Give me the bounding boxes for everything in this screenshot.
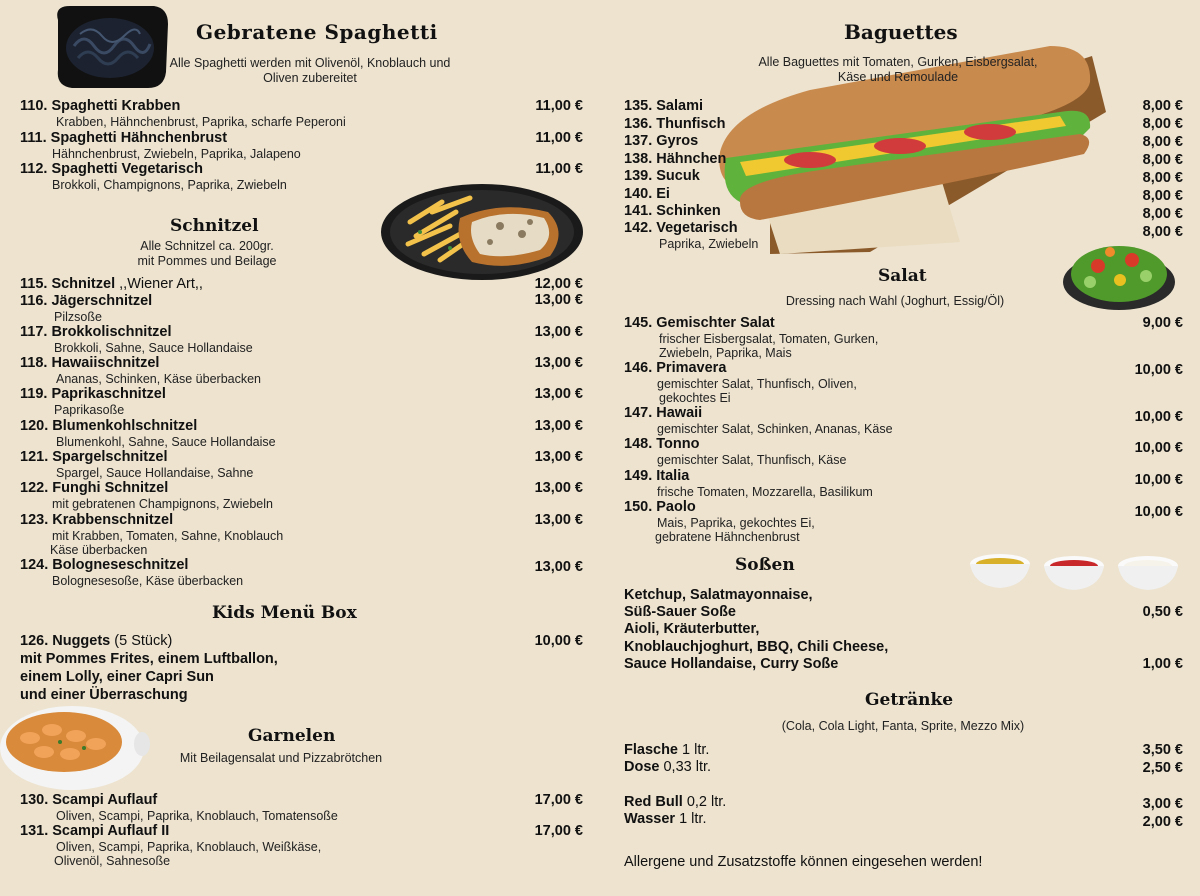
menu-item-120: 120. Blumenkohlschnitzel bbox=[20, 418, 198, 434]
menu-item-130: 130. Scampi Auflauf bbox=[20, 792, 158, 808]
menu-item-115 bbox=[20, 276, 203, 292]
sossen-price2: 1,00 € bbox=[1142, 656, 1183, 672]
kids-line2: mit Pommes Frites, einem Luftballon, bbox=[20, 651, 278, 667]
menu-item-139: 139. Sucuk bbox=[624, 168, 700, 184]
menu-item-122: 122. Funghi Schnitzel bbox=[20, 480, 169, 496]
kids-item-126 bbox=[20, 633, 172, 649]
drink-wasser-size: 1 ltr. bbox=[675, 811, 707, 827]
sossen-line2: Süß-Sauer Soße bbox=[624, 604, 736, 620]
drink-flasche-name: Flasche bbox=[624, 742, 678, 758]
menu-item-110-desc: Krabben, Hähnchenbrust, Paprika, scharfe Peperoni bbox=[56, 115, 346, 129]
menu-item-131-desc2: Olivenöl, Sahnesoße bbox=[54, 854, 171, 868]
sossen-line1: Ketchup, Salatmayonnaise, bbox=[624, 587, 813, 603]
menu-item-124: 124. Bologneseschnitzel bbox=[20, 557, 189, 573]
schnitzel-note-line1: Alle Schnitzel ca. 200gr. bbox=[140, 239, 274, 253]
menu-item-122-price: 13,00 € bbox=[534, 480, 583, 496]
getraenke-heading: Getränke bbox=[865, 690, 954, 710]
menu-item-146-desc2: gekochtes Ei bbox=[659, 391, 731, 405]
drink-wasser-price: 2,00 € bbox=[1142, 814, 1183, 830]
menu-item-148: 148. Tonno bbox=[624, 436, 700, 452]
schnitzel-note-line2: mit Pommes und Beilage bbox=[137, 254, 277, 268]
sossen-line5: Sauce Hollandaise, Curry Soße bbox=[624, 656, 839, 672]
menu-item-138-price: 8,00 € bbox=[1142, 152, 1183, 168]
drink-flasche-price: 3,50 € bbox=[1142, 742, 1183, 758]
menu-item-135: 135. Salami bbox=[624, 98, 703, 114]
menu-item-145-desc: frischer Eisbergsalat, Tomaten, Gurken, bbox=[659, 332, 879, 346]
menu-item-142-price: 8,00 € bbox=[1142, 224, 1183, 240]
schnitzel-heading: Schnitzel bbox=[170, 216, 259, 236]
baguettes-note bbox=[748, 55, 1048, 85]
menu-item-140: 140. Ei bbox=[624, 186, 670, 202]
menu-item-115-price: 12,00 € bbox=[534, 276, 583, 292]
drink-redbull-price: 3,00 € bbox=[1142, 796, 1183, 812]
menu-item-130-price: 17,00 € bbox=[534, 792, 583, 808]
menu-item-148-price: 10,00 € bbox=[1134, 440, 1183, 456]
garnelen-heading: Garnelen bbox=[248, 726, 336, 746]
menu-item-111: 111. Spaghetti Hähnchenbrust bbox=[20, 130, 228, 146]
sossen-line4: Knoblauchjoghurt, BBQ, Chili Cheese, bbox=[624, 639, 889, 655]
spaghetti-note-line1: Alle Spaghetti werden mit Olivenöl, Knoblauch und bbox=[169, 56, 451, 70]
kids-heading: Kids Menü Box bbox=[212, 603, 357, 623]
menu-item-121: 121. Spargelschnitzel bbox=[20, 449, 168, 465]
menu-item-123: 123. Krabbenschnitzel bbox=[20, 512, 174, 528]
getraenke-note: (Cola, Cola Light, Fanta, Sprite, Mezzo Mix) bbox=[781, 719, 1025, 733]
menu-item-136: 136. Thunfisch bbox=[624, 116, 726, 132]
menu-item-146-price: 10,00 € bbox=[1134, 362, 1183, 378]
menu-item-149: 149. Italia bbox=[624, 468, 690, 484]
menu-item-141: 141. Schinken bbox=[624, 203, 721, 219]
menu-item-149-desc: frische Tomaten, Mozzarella, Basilikum bbox=[657, 485, 873, 499]
menu-item-122-desc: mit gebratenen Champignons, Zwiebeln bbox=[52, 497, 273, 511]
menu-item-110: 110. Spaghetti Krabben bbox=[20, 98, 181, 114]
menu-item-117-price: 13,00 € bbox=[534, 324, 583, 340]
menu-item-123-desc: mit Krabben, Tomaten, Sahne, Knoblauch bbox=[52, 529, 284, 543]
salad-bowl-image bbox=[1062, 230, 1176, 312]
menu-item-138: 138. Hähnchen bbox=[624, 151, 727, 167]
menu-item-111-price: 11,00 € bbox=[535, 130, 583, 146]
menu-item-142: 142. Vegetarisch bbox=[624, 220, 738, 236]
menu-item-116-price: 13,00 € bbox=[534, 292, 583, 308]
menu-item-118-desc: Ananas, Schinken, Käse überbacken bbox=[56, 372, 261, 386]
menu-item-150-desc: Mais, Paprika, gekochtes Ei, bbox=[657, 516, 815, 530]
allergen-footer: Allergene und Zusatzstoffe können eingesehen werden! bbox=[624, 854, 983, 870]
menu-item-147: 147. Hawaii bbox=[624, 405, 703, 421]
menu-item-145-desc2: Zwiebeln, Paprika, Mais bbox=[659, 346, 792, 360]
menu-item-145-price: 9,00 € bbox=[1142, 315, 1183, 331]
sossen-price1: 0,50 € bbox=[1142, 604, 1183, 620]
drink-redbull-name: Red Bull bbox=[624, 794, 683, 810]
menu-item-120-desc: Blumenkohl, Sahne, Sauce Hollandaise bbox=[56, 435, 276, 449]
salat-heading: Salat bbox=[878, 266, 927, 286]
menu-item-119-desc: Paprikasoße bbox=[54, 403, 125, 417]
drink-redbull bbox=[624, 794, 726, 810]
menu-item-112: 112. Spaghetti Vegetarisch bbox=[20, 161, 203, 177]
menu-item-137-price: 8,00 € bbox=[1142, 134, 1183, 150]
drink-wasser-name: Wasser bbox=[624, 811, 676, 827]
kids-price: 10,00 € bbox=[534, 633, 583, 649]
baguettes-heading: Baguettes bbox=[844, 20, 958, 44]
spaghetti-note-line2: Oliven zubereitet bbox=[263, 71, 357, 85]
menu-item-145: 145. Gemischter Salat bbox=[624, 315, 775, 331]
drink-dose-size: 0,33 ltr. bbox=[659, 759, 712, 775]
menu-item-131-desc: Oliven, Scampi, Paprika, Knoblauch, Weißkäse, bbox=[56, 840, 322, 854]
menu-item-135-price: 8,00 € bbox=[1142, 98, 1183, 114]
menu-item-110-price: 11,00 € bbox=[535, 98, 583, 114]
spaghetti-note bbox=[160, 56, 460, 86]
scampi-dish-image bbox=[0, 700, 150, 792]
menu-item-141-price: 8,00 € bbox=[1142, 206, 1183, 222]
menu-item-123-desc2: Käse überbacken bbox=[50, 543, 148, 557]
menu-item-118: 118. Hawaiischnitzel bbox=[20, 355, 160, 371]
salat-note: Dressing nach Wahl (Joghurt, Essig/Öl) bbox=[785, 294, 1005, 308]
menu-item-116: 116. Jägerschnitzel bbox=[20, 293, 153, 309]
kids-item-extra: (5 Stück) bbox=[110, 633, 173, 649]
baguettes-note-line1: Alle Baguettes mit Tomaten, Gurken, Eisbergsalat, bbox=[758, 55, 1038, 69]
drink-redbull-size: 0,2 ltr. bbox=[682, 794, 727, 810]
menu-item-131-price: 17,00 € bbox=[534, 823, 583, 839]
drink-dose-price: 2,50 € bbox=[1142, 760, 1183, 776]
menu-item-112-price: 11,00 € bbox=[535, 161, 583, 177]
schnitzel-plate-image bbox=[380, 182, 585, 282]
baguettes-note-line2: Käse und Remoulade bbox=[837, 70, 959, 84]
drink-wasser bbox=[624, 811, 707, 827]
menu-item-150-price: 10,00 € bbox=[1134, 504, 1183, 520]
menu-item-147-desc: gemischter Salat, Schinken, Ananas, Käse bbox=[657, 422, 893, 436]
menu-item-121-price: 13,00 € bbox=[534, 449, 583, 465]
menu-item-116-desc: Pilzsoße bbox=[54, 310, 102, 324]
menu-item-150-desc2: gebratene Hähnchenbrust bbox=[655, 530, 800, 544]
sossen-heading: Soßen bbox=[735, 555, 795, 575]
menu-item-137: 137. Gyros bbox=[624, 133, 699, 149]
spaghetti-heading: Gebratene Spaghetti bbox=[196, 20, 438, 44]
menu-item-119-price: 13,00 € bbox=[534, 386, 583, 402]
schnitzel-note bbox=[107, 239, 307, 269]
menu-item-111-desc: Hähnchenbrust, Zwiebeln, Paprika, Jalapeno bbox=[52, 147, 301, 161]
menu-item-149-price: 10,00 € bbox=[1134, 472, 1183, 488]
menu-item-112-desc: Brokkoli, Champignons, Paprika, Zwiebeln bbox=[52, 178, 287, 192]
menu-item-118-price: 13,00 € bbox=[534, 355, 583, 371]
menu-item-136-price: 8,00 € bbox=[1142, 116, 1183, 132]
kids-line3: einem Lolly, einer Capri Sun bbox=[20, 669, 214, 685]
menu-item-146-desc: gemischter Salat, Thunfisch, Oliven, bbox=[657, 377, 857, 391]
menu-item-130-desc: Oliven, Scampi, Paprika, Knoblauch, Tomatensoße bbox=[56, 809, 338, 823]
kids-line4: und einer Überraschung bbox=[20, 687, 188, 703]
sauce-bowls-image bbox=[966, 548, 1182, 592]
menu-item-123-price: 13,00 € bbox=[534, 512, 583, 528]
menu-item-146: 146. Primavera bbox=[624, 360, 727, 376]
menu-item-115-name: 115. Schnitzel bbox=[20, 276, 116, 292]
menu-item-119: 119. Paprikaschnitzel bbox=[20, 386, 166, 402]
menu-item-140-price: 8,00 € bbox=[1142, 188, 1183, 204]
menu-item-131: 131. Scampi Auflauf II bbox=[20, 823, 170, 839]
menu-item-124-price: 13,00 € bbox=[534, 559, 583, 575]
menu-item-124-desc: Bolognesesoße, Käse überbacken bbox=[52, 574, 244, 588]
menu-item-115-extra: ,,Wiener Art,, bbox=[115, 276, 203, 292]
menu-item-139-price: 8,00 € bbox=[1142, 170, 1183, 186]
menu-item-117-desc: Brokkoli, Sahne, Sauce Hollandaise bbox=[54, 341, 253, 355]
garnelen-note: Mit Beilagensalat und Pizzabrötchen bbox=[179, 751, 383, 765]
sossen-line3: Aioli, Kräuterbutter, bbox=[624, 621, 760, 637]
drink-flasche bbox=[624, 742, 709, 758]
menu-item-147-price: 10,00 € bbox=[1134, 409, 1183, 425]
menu-item-142-desc: Paprika, Zwiebeln bbox=[659, 237, 759, 251]
drink-dose-name: Dose bbox=[624, 759, 660, 775]
drink-dose bbox=[624, 759, 711, 775]
menu-item-148-desc: gemischter Salat, Thunfisch, Käse bbox=[657, 453, 847, 467]
spaghetti-plate-image bbox=[50, 2, 172, 92]
menu-item-150: 150. Paolo bbox=[624, 499, 696, 515]
menu-item-117: 117. Brokkolischnitzel bbox=[20, 324, 172, 340]
drink-flasche-size: 1 ltr. bbox=[678, 742, 710, 758]
menu-item-121-desc: Spargel, Sauce Hollandaise, Sahne bbox=[56, 466, 254, 480]
kids-item-name: 126. Nuggets bbox=[20, 633, 111, 649]
menu-item-120-price: 13,00 € bbox=[534, 418, 583, 434]
